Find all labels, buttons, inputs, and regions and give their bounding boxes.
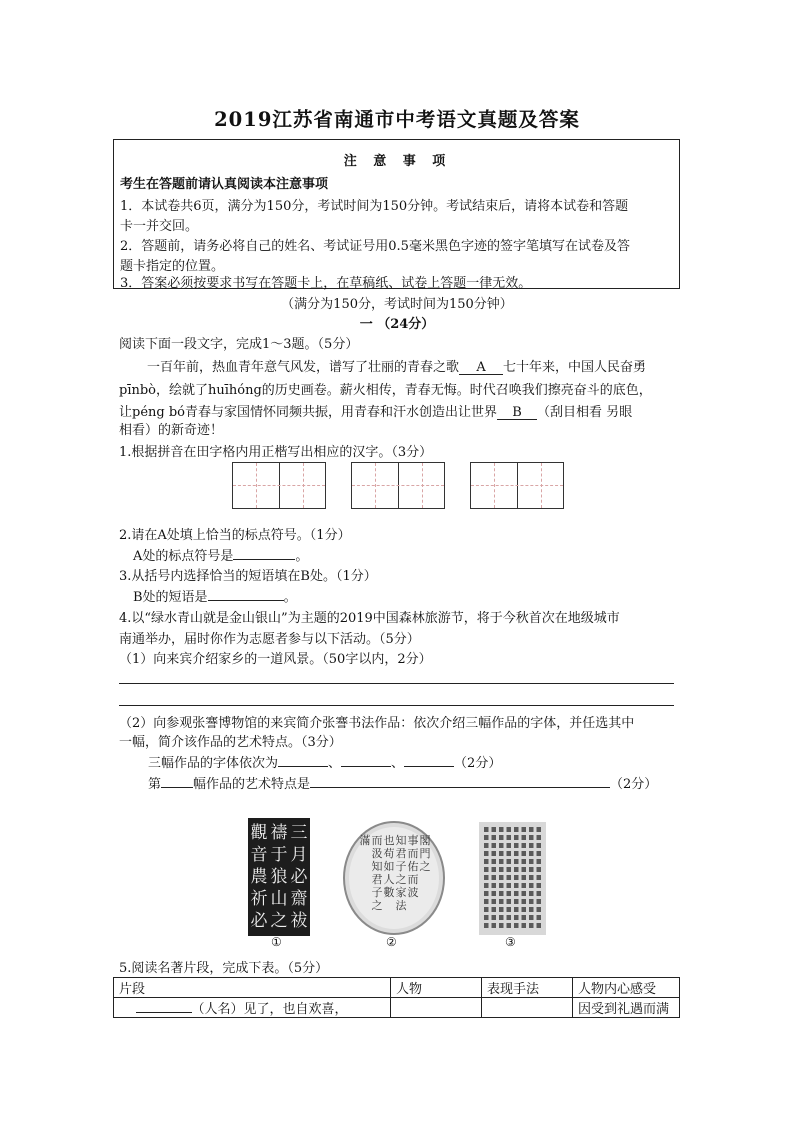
calligraphy-char: 之: [419, 860, 431, 873]
calligraphy-mark: [514, 859, 519, 864]
calligraphy-mark: [514, 867, 519, 872]
calligraphy-mark: [492, 923, 497, 928]
calligraphy-char: 月: [290, 845, 308, 865]
calligraphy-char: 而: [371, 834, 383, 847]
question-1: 1.根据拼音在田字格内用正楷写出相应的汉字。（3分）: [119, 445, 433, 460]
section-one-heading: 一 （24分）: [359, 317, 435, 332]
question-5: 5.阅读名著片段，完成下表。（5分）: [119, 961, 329, 976]
question-4-line-b: 南通举办，届时你作为志愿者参与以下活动。（5分）: [119, 632, 420, 647]
calligraphy-mark: [537, 875, 542, 880]
calligraphy-mark: [484, 835, 489, 840]
calligraphy-char: 門: [419, 847, 431, 860]
calligraphy-mark: [529, 915, 534, 920]
calligraphy-mark: [514, 891, 519, 896]
calligraphy-char: 禱: [270, 823, 288, 843]
question-2: 2.请在A处填上恰当的标点符号。（1分）: [119, 528, 351, 543]
calligraphy-mark: [499, 915, 504, 920]
calligraphy-char: 佑: [407, 860, 419, 873]
calligraphy-mark: [499, 891, 504, 896]
exam-info: （满分为150分，考试时间为150分钟）: [281, 297, 513, 312]
blank-a: A: [459, 360, 503, 375]
calligraphy-mark: [529, 891, 534, 896]
reading-table: [113, 977, 680, 1018]
question-4-2-line-a: （2）向参观张謇博物馆的来宾简介张謇书法作品：依次介绍三幅作品的字体，并任选其中: [119, 716, 635, 731]
header-technique: 表现手法: [482, 978, 573, 998]
calligraphy-char: 山: [270, 889, 288, 909]
font-blank-1[interactable]: [278, 752, 328, 767]
calligraphy-mark: [529, 843, 534, 848]
calligraphy-mark: [507, 891, 512, 896]
calligraphy-char: 三: [290, 823, 308, 843]
calligraphy-work-3: [479, 822, 546, 935]
calligraphy-mark: [507, 835, 512, 840]
notice-intro: 考生在答题前请认真阅读本注意事项: [120, 177, 329, 192]
calligraphy-mark: [499, 923, 504, 928]
calligraphy-mark: [507, 923, 512, 928]
notice-item-2a: 2．答题前，请务必将自己的姓名、考试证号用0.5毫米黑色字迹的签字笔填写在试卷及答: [120, 239, 630, 254]
header-feeling: 人物内心感受: [573, 978, 680, 998]
calligraphy-mark: [529, 923, 534, 928]
calligraphy-char: 汲: [371, 847, 383, 860]
calligraphy-mark: [492, 899, 497, 904]
passage-line-2: pīnbò，绘就了huīhóng的历史画卷。薪火相传，青春无悔。时代召唤我们擦亮奋斗的底色，: [119, 383, 652, 398]
calligraphy-mark: [492, 859, 497, 864]
calligraphy-char: 必: [250, 911, 268, 931]
calligraphy-mark: [499, 899, 504, 904]
calligraphy-mark: [522, 827, 527, 832]
calligraphy-char: 法: [395, 899, 407, 912]
calligraphy-mark: [492, 835, 497, 840]
calligraphy-mark: [492, 915, 497, 920]
calligraphy-mark: [484, 883, 489, 888]
calligraphy-mark: [507, 907, 512, 912]
calligraphy-mark: [499, 851, 504, 856]
calligraphy-mark: [492, 851, 497, 856]
passage-line-4: 相看）的新奇迹！: [119, 423, 224, 438]
calligraphy-mark: [537, 907, 542, 912]
calligraphy-mark: [484, 867, 489, 872]
calligraphy-char: 苟: [383, 847, 395, 860]
passage-line-3: 让péng bó青春与家国情怀同频共振，用青春和汗水创造出让世界 B （刮目相看 另眼: [119, 405, 633, 420]
table-header-row: [114, 978, 680, 998]
calligraphy-char: 波: [407, 886, 419, 899]
calligraphy-mark: [492, 875, 497, 880]
calligraphy-mark: [522, 867, 527, 872]
calligraphy-mark: [522, 907, 527, 912]
calligraphy-mark: [484, 891, 489, 896]
calligraphy-work-2: [343, 820, 445, 936]
calligraphy-mark: [484, 899, 489, 904]
calligraphy-mark: [484, 851, 489, 856]
calligraphy-mark: [522, 859, 527, 864]
calligraphy-char: 閣: [419, 834, 431, 847]
calligraphy-mark: [522, 835, 527, 840]
calligraphy-char: 知: [371, 860, 383, 873]
question-2-answer: A处的标点符号是 。: [133, 545, 308, 564]
calligraphy-char: 齋: [290, 889, 308, 909]
question-4-1: （1）向来宾介绍家乡的一道风景。（50字以内，2分）: [119, 652, 432, 667]
calligraphy-char: 必: [290, 867, 308, 887]
question-4-2-line-b: 一幅，简介该作品的艺术特点。（3分）: [119, 735, 342, 750]
calligraphy-mark: [537, 859, 542, 864]
answer-blank-q3[interactable]: [208, 586, 284, 601]
calligraphy-mark: [537, 891, 542, 896]
name-blank[interactable]: [136, 998, 192, 1013]
calligraphy-mark: [522, 891, 527, 896]
calligraphy-mark: [499, 883, 504, 888]
calligraphy-mark: [514, 915, 519, 920]
calligraphy-char: 知: [395, 834, 407, 847]
blank-b: B: [497, 405, 537, 420]
calligraphy-char: 祈: [250, 889, 268, 909]
calligraphy-char: 事: [407, 834, 419, 847]
row1-fragment: （人名）见了，也自欢喜，: [114, 998, 391, 1018]
calligraphy-mark: [499, 867, 504, 872]
calligraphy-char: 之: [395, 873, 407, 886]
calligraphy-mark: [529, 907, 534, 912]
table-row: [114, 998, 680, 1018]
calligraphy-char: 家: [395, 886, 407, 899]
header-character: 人物: [391, 978, 482, 998]
calligraphy-mark: [499, 843, 504, 848]
calligraphy-mark: [484, 923, 489, 928]
work-number-blank[interactable]: [161, 773, 193, 788]
calligraphy-mark: [507, 859, 512, 864]
calligraphy-mark: [514, 907, 519, 912]
calligraphy-label-2: ②: [386, 935, 397, 949]
calligraphy-mark: [492, 867, 497, 872]
calligraphy-char: 之: [371, 899, 383, 912]
answer-blank-q2[interactable]: [233, 545, 295, 560]
calligraphy-char: 音: [250, 845, 268, 865]
calligraphy-mark: [537, 923, 542, 928]
row1-technique-cell[interactable]: [482, 998, 573, 1018]
calligraphy-mark: [492, 891, 497, 896]
tianzige-grid-3[interactable]: [470, 462, 564, 509]
calligraphy-mark: [514, 851, 519, 856]
question-4-line-a: 4.以“绿水青山就是金山银山”为主题的2019中国森林旅游节，将于今秋首次在地级城市: [119, 611, 620, 626]
calligraphy-label-1: ①: [271, 935, 282, 949]
calligraphy-mark: [537, 883, 542, 888]
calligraphy-mark: [492, 883, 497, 888]
calligraphy-mark: [514, 875, 519, 880]
calligraphy-mark: [484, 875, 489, 880]
calligraphy-char: 如: [383, 860, 395, 873]
calligraphy-mark: [514, 835, 519, 840]
calligraphy-char: 君: [371, 873, 383, 886]
calligraphy-mark: [522, 883, 527, 888]
calligraphy-char: 農: [250, 867, 268, 887]
calligraphy-mark: [484, 907, 489, 912]
calligraphy-mark: [529, 867, 534, 872]
feature-blank[interactable]: [310, 773, 610, 788]
font-blank-2[interactable]: [341, 752, 391, 767]
calligraphy-char: 祓: [290, 911, 308, 931]
calligraphy-mark: [507, 883, 512, 888]
calligraphy-mark: [507, 851, 512, 856]
calligraphy-char: 觀: [250, 823, 268, 843]
calligraphy-mark: [492, 907, 497, 912]
notice-item-1a: 1．本试卷共6页，满分为150分，考试时间为150分钟。考试结束后，请将本试卷和答题: [120, 199, 629, 214]
calligraphy-mark: [507, 867, 512, 872]
calligraphy-mark: [499, 859, 504, 864]
calligraphy-mark: [484, 843, 489, 848]
calligraphy-mark: [529, 827, 534, 832]
calligraphy-mark: [537, 827, 542, 832]
calligraphy-mark: [484, 915, 489, 920]
calligraphy-char: 狼: [270, 867, 288, 887]
page-title: 2019江苏省南通市中考语文真题及答案: [214, 108, 580, 131]
calligraphy-char: 于: [270, 845, 288, 865]
calligraphy-char: 滿: [359, 834, 371, 847]
calligraphy-mark: [499, 827, 504, 832]
calligraphy-char: 也: [383, 834, 395, 847]
calligraphy-mark: [537, 867, 542, 872]
calligraphy-mark: [484, 859, 489, 864]
calligraphy-mark: [507, 827, 512, 832]
calligraphy-mark: [492, 827, 497, 832]
calligraphy-char: 而: [407, 847, 419, 860]
calligraphy-mark: [537, 835, 542, 840]
calligraphy-mark: [537, 915, 542, 920]
answer-line-1[interactable]: [119, 683, 674, 684]
notice-item-2b: 题卡指定的位置。: [120, 259, 225, 274]
tianzige-grid-1[interactable]: [232, 462, 326, 509]
question-3-answer: B处的短语是 。: [133, 586, 297, 605]
passage-intro: 阅读下面一段文字，完成1～3题。（5分）: [119, 337, 359, 352]
calligraphy-label-3: ③: [505, 935, 516, 949]
calligraphy-char: 君: [395, 847, 407, 860]
calligraphy-char: 數: [383, 886, 395, 899]
calligraphy-mark: [499, 835, 504, 840]
calligraphy-mark: [522, 915, 527, 920]
calligraphy-mark: [507, 899, 512, 904]
tianzige-grid-2[interactable]: [351, 462, 445, 509]
calligraphy-char: 而: [407, 873, 419, 886]
question-4-2-feature: 第 幅作品的艺术特点是 （2分）: [148, 773, 657, 792]
calligraphy-char: 之: [270, 911, 288, 931]
calligraphy-mark: [537, 899, 542, 904]
calligraphy-mark: [507, 915, 512, 920]
calligraphy-work-1: [248, 818, 310, 936]
calligraphy-char: 人: [383, 873, 395, 886]
notice-box: [113, 139, 680, 289]
calligraphy-mark: [514, 899, 519, 904]
calligraphy-mark: [522, 899, 527, 904]
calligraphy-mark: [529, 883, 534, 888]
notice-heading: 注 意 事 项: [343, 154, 452, 169]
calligraphy-mark: [514, 883, 519, 888]
calligraphy-mark: [484, 827, 489, 832]
row1-character-cell[interactable]: [391, 998, 482, 1018]
calligraphy-mark: [537, 851, 542, 856]
calligraphy-mark: [537, 843, 542, 848]
calligraphy-mark: [514, 843, 519, 848]
font-blank-3[interactable]: [404, 752, 454, 767]
notice-item-3: 3．答案必须按要求书写在答题卡上，在草稿纸、试卷上答题一律无效。: [120, 276, 532, 291]
calligraphy-mark: [507, 875, 512, 880]
calligraphy-mark: [529, 851, 534, 856]
header-fragment: 片段: [114, 978, 391, 998]
question-4-2-fonts: 三幅作品的字体依次为 、 、 （2分）: [148, 752, 501, 771]
calligraphy-mark: [522, 923, 527, 928]
passage-line-1: 一百年前，热血青年意气风发，谱写了壮丽的青春之歌 A 七十年来，中国人民奋勇: [147, 360, 647, 375]
notice-item-1b: 卡一并交回。: [120, 219, 199, 234]
question-3: 3.从括号内选择恰当的短语填在B处。（1分）: [119, 569, 377, 584]
calligraphy-mark: [522, 851, 527, 856]
calligraphy-mark: [514, 827, 519, 832]
calligraphy-mark: [507, 843, 512, 848]
calligraphy-mark: [514, 923, 519, 928]
row1-feeling: 因受到礼遇而满: [573, 998, 680, 1018]
calligraphy-mark: [529, 875, 534, 880]
calligraphy-char: 子: [371, 886, 383, 899]
calligraphy-mark: [499, 875, 504, 880]
calligraphy-mark: [499, 907, 504, 912]
calligraphy-mark: [529, 899, 534, 904]
calligraphy-mark: [492, 843, 497, 848]
calligraphy-mark: [529, 859, 534, 864]
answer-line-2[interactable]: [119, 705, 674, 706]
calligraphy-mark: [522, 875, 527, 880]
calligraphy-mark: [529, 835, 534, 840]
calligraphy-mark: [522, 843, 527, 848]
calligraphy-char: 子: [395, 860, 407, 873]
